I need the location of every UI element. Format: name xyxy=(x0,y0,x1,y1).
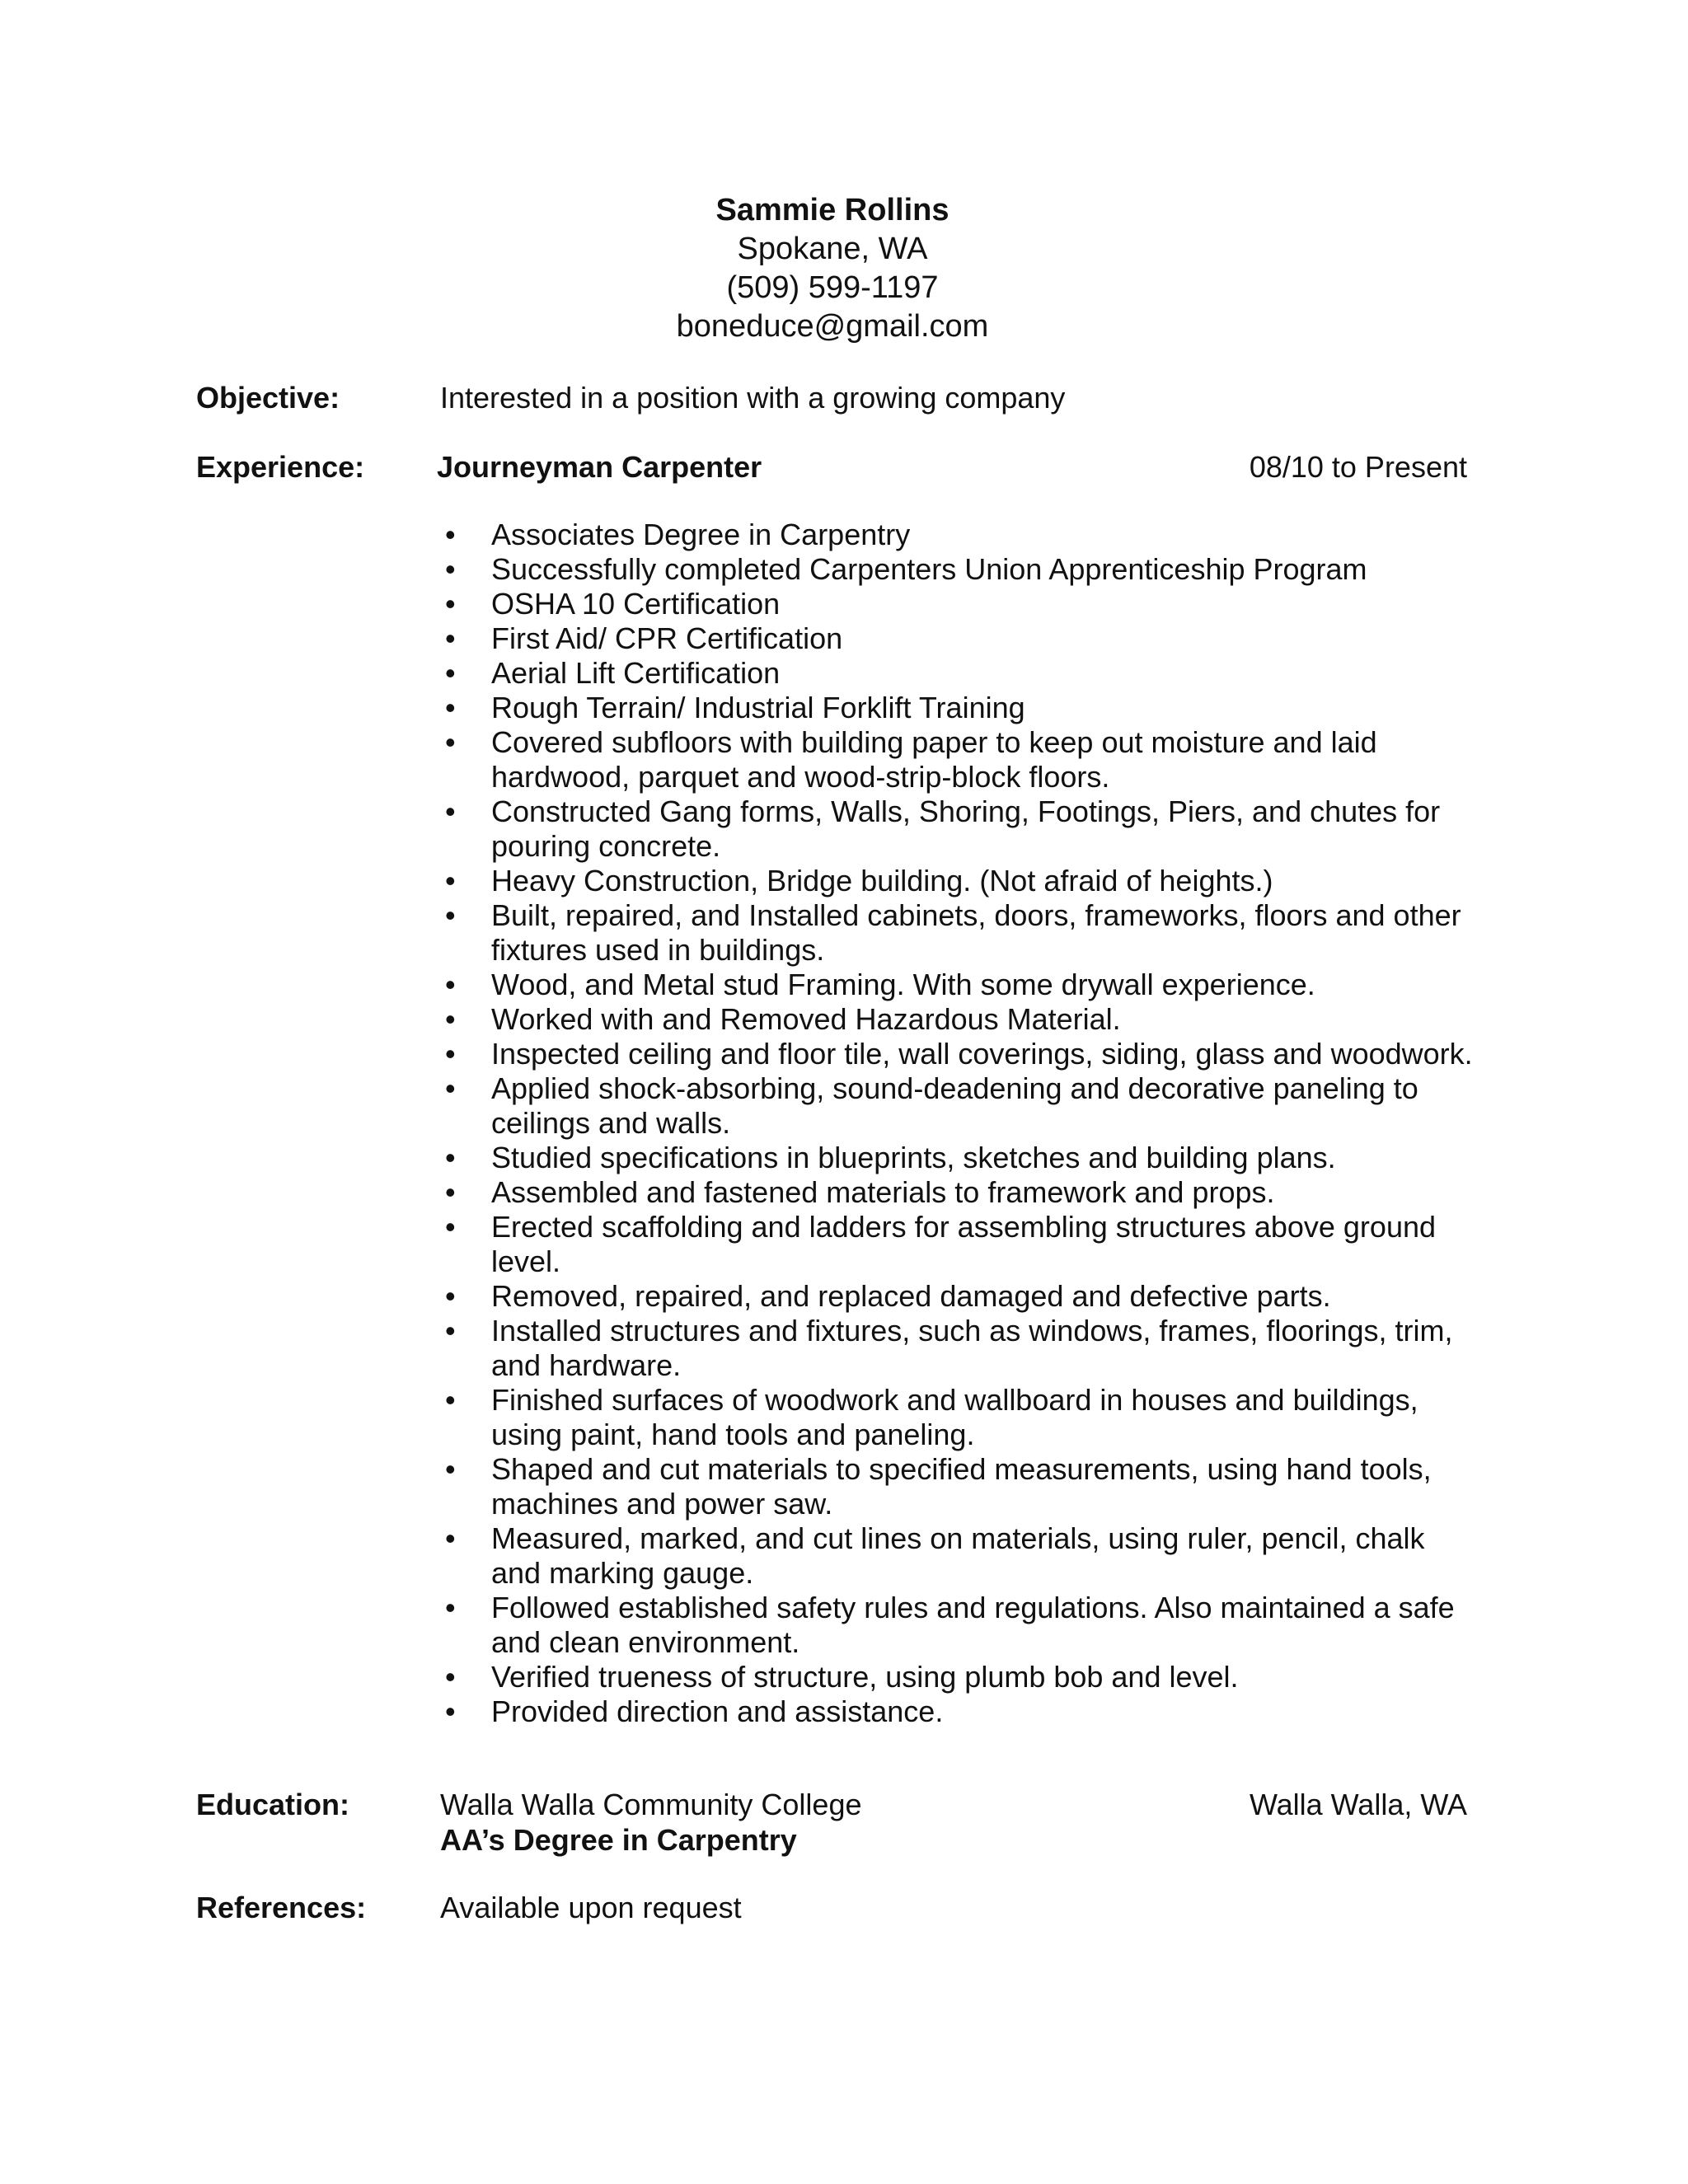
bullet-icon: • xyxy=(445,656,456,690)
experience-bullet-item xyxy=(445,1660,1475,1694)
education-location: Walla Walla, WA xyxy=(1249,1788,1467,1821)
experience-bullet-text: Rough Terrain/ Industrial Forklift Training xyxy=(491,691,1025,724)
experience-bullet-item xyxy=(445,1591,1475,1660)
experience-bullet-text: Inspected ceiling and floor tile, wall coverings, siding, glass and woodwork. xyxy=(491,1037,1473,1071)
experience-bullet-item xyxy=(445,1279,1475,1314)
bullet-icon: • xyxy=(445,1071,456,1105)
bullet-icon: • xyxy=(445,1037,456,1071)
job-dates: 08/10 to Present xyxy=(1249,450,1467,484)
experience-bullet-text: Provided direction and assistance. xyxy=(491,1694,944,1728)
experience-bullet-item xyxy=(445,1210,1475,1279)
bullet-icon: • xyxy=(445,552,456,586)
bullet-icon: • xyxy=(445,1383,456,1417)
education-degree: AA’s Degree in Carpentry xyxy=(440,1823,797,1857)
experience-bullet-text: Installed structures and fixtures, such as windows, frames, floorings, trim, and hardware. xyxy=(491,1314,1453,1382)
bullet-icon: • xyxy=(445,1694,456,1728)
experience-bullet-text: Built, repaired, and Installed cabinets, doors, frameworks, floors and other fixtures used in buildings. xyxy=(491,898,1461,967)
experience-bullet-text: Shaped and cut materials to specified measurements, using hand tools, machines and power saw. xyxy=(491,1452,1432,1521)
bullet-icon: • xyxy=(445,1660,456,1694)
experience-bullet-item xyxy=(445,725,1475,794)
bullet-icon: • xyxy=(445,794,456,828)
experience-bullet-item xyxy=(445,518,1475,552)
references-text: Available upon request xyxy=(440,1891,742,1924)
experience-bullet-item xyxy=(445,656,1475,691)
references-label: References: xyxy=(196,1891,367,1924)
experience-bullet-text: Associates Degree in Carpentry xyxy=(491,518,911,551)
resume-header xyxy=(0,191,1665,346)
experience-bullet-text: Removed, repaired, and replaced damaged and defective parts. xyxy=(491,1279,1331,1313)
experience-bullet-item xyxy=(445,794,1475,864)
applicant-email: boneduce@gmail.com xyxy=(676,309,989,344)
bullet-icon: • xyxy=(445,1279,456,1313)
bullet-icon: • xyxy=(445,587,456,621)
bullet-icon: • xyxy=(445,864,456,898)
experience-bullet-text: Successfully completed Carpenters Union Apprenticeship Program xyxy=(491,552,1367,586)
bullet-icon: • xyxy=(445,621,456,655)
bullet-icon: • xyxy=(445,518,456,551)
experience-label: Experience: xyxy=(196,450,365,484)
experience-bullet-text: Worked with and Removed Hazardous Material. xyxy=(491,1002,1121,1036)
bullet-icon: • xyxy=(445,1314,456,1347)
experience-bullet-text: Followed established safety rules and regulations. Also maintained a safe and clean environment. xyxy=(491,1591,1455,1659)
experience-bullet-item xyxy=(445,1037,1475,1071)
experience-bullet-text: Finished surfaces of woodwork and wallboard in houses and buildings, using paint, hand tools and paneling. xyxy=(491,1383,1418,1451)
experience-bullet-text: Erected scaffolding and ladders for assembling structures above ground level. xyxy=(491,1210,1437,1278)
bullet-icon: • xyxy=(445,1521,456,1555)
experience-bullet-item xyxy=(445,1694,1475,1729)
experience-bullet-text: Assembled and fastened materials to framework and props. xyxy=(491,1175,1275,1209)
bullet-icon: • xyxy=(445,898,456,932)
bullet-icon: • xyxy=(445,1002,456,1036)
experience-bullet-list xyxy=(445,518,1475,1729)
experience-bullet-text: Heavy Construction, Bridge building. (Not afraid of heights.) xyxy=(491,864,1273,898)
applicant-location: Spokane, WA xyxy=(737,232,928,266)
job-title: Journeyman Carpenter xyxy=(437,450,762,484)
experience-bullet-text: Aerial Lift Certification xyxy=(491,656,781,690)
experience-bullet-item xyxy=(445,1141,1475,1175)
objective-label: Objective: xyxy=(196,381,340,415)
experience-bullet-item xyxy=(445,587,1475,621)
experience-bullet-item xyxy=(445,621,1475,656)
bullet-icon: • xyxy=(445,1452,456,1486)
experience-bullet-item xyxy=(445,864,1475,898)
experience-bullet-text: Applied shock-absorbing, sound-deadening and decorative paneling to ceilings and walls. xyxy=(491,1071,1418,1140)
experience-bullet-text: Studied specifications in blueprints, sketches and building plans. xyxy=(491,1141,1336,1174)
experience-bullet-item xyxy=(445,1521,1475,1591)
bullet-icon: • xyxy=(445,1210,456,1244)
experience-bullet-item xyxy=(445,898,1475,968)
bullet-icon: • xyxy=(445,1141,456,1174)
experience-bullet-item xyxy=(445,552,1475,587)
experience-bullet-item xyxy=(445,1314,1475,1383)
experience-bullet-item xyxy=(445,1071,1475,1141)
bullet-icon: • xyxy=(445,968,456,1001)
bullet-icon: • xyxy=(445,725,456,759)
experience-bullet-text: Verified trueness of structure, using plumb bob and level. xyxy=(491,1660,1239,1694)
experience-bullet-text: Measured, marked, and cut lines on materials, using ruler, pencil, chalk and marking gauge. xyxy=(491,1521,1425,1590)
experience-bullet-text: First Aid/ CPR Certification xyxy=(491,621,843,655)
experience-bullet-item xyxy=(445,1383,1475,1452)
experience-bullet-item xyxy=(445,1002,1475,1037)
experience-bullet-text: OSHA 10 Certification xyxy=(491,587,781,621)
experience-bullet-text: Covered subfloors with building paper to keep out moisture and laid hardwood, parquet and wood-strip-block floors. xyxy=(491,725,1377,794)
experience-bullet-item xyxy=(445,691,1475,725)
bullet-icon: • xyxy=(445,1175,456,1209)
education-label: Education: xyxy=(196,1788,349,1821)
experience-bullet-text: Wood, and Metal stud Framing. With some drywall experience. xyxy=(491,968,1315,1001)
bullet-icon: • xyxy=(445,691,456,724)
objective-text: Interested in a position with a growing company xyxy=(440,381,1066,415)
experience-bullet-text: Constructed Gang forms, Walls, Shoring, Footings, Piers, and chutes for pouring concrete. xyxy=(491,794,1441,863)
bullet-icon: • xyxy=(445,1591,456,1624)
experience-bullet-item xyxy=(445,1452,1475,1521)
applicant-name: Sammie Rollins xyxy=(715,193,950,227)
education-school: Walla Walla Community College xyxy=(440,1788,862,1821)
applicant-phone: (509) 599-1197 xyxy=(726,270,939,305)
experience-bullet-item xyxy=(445,968,1475,1002)
experience-bullet-item xyxy=(445,1175,1475,1210)
